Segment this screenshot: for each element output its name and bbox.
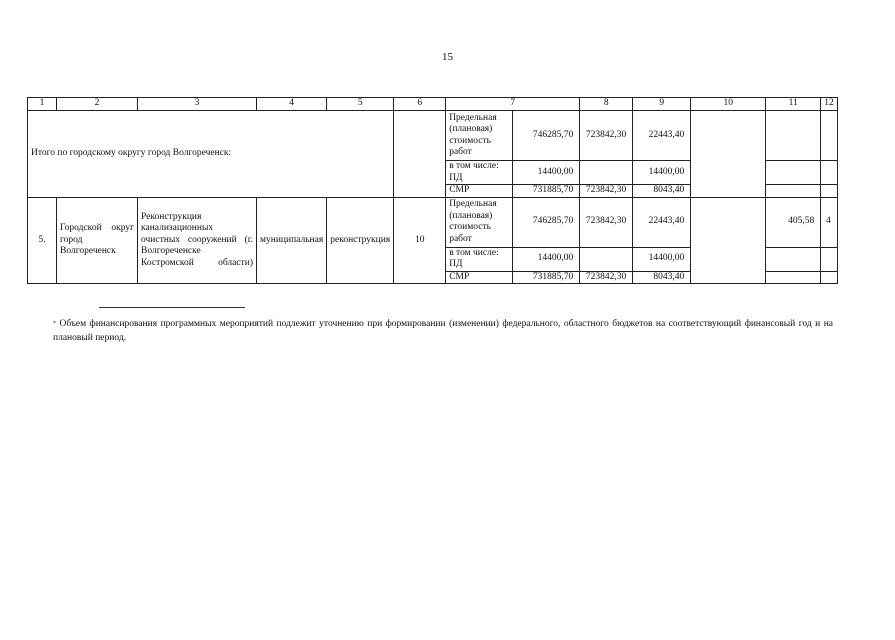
empty-cell xyxy=(766,161,821,185)
value-cell: 22443,40 xyxy=(633,197,691,247)
header-cell: 2 xyxy=(57,98,138,111)
item-row xyxy=(28,197,838,247)
value-cell: 723842,30 xyxy=(580,197,633,247)
empty-cell xyxy=(821,185,838,198)
header-cell: 11 xyxy=(766,98,821,111)
total-label: Итого по городскому округу город Волгореченск: xyxy=(28,111,394,198)
row-name: СМР xyxy=(446,185,513,198)
value-cell: 22443,40 xyxy=(633,111,691,161)
value-cell xyxy=(580,161,633,185)
empty-cell xyxy=(766,271,821,284)
row-name: в том числе: ПД xyxy=(446,247,513,271)
value-cell: 746285,70 xyxy=(513,111,580,161)
value-cell: 746285,70 xyxy=(513,197,580,247)
empty-cell xyxy=(821,247,838,271)
empty-cell xyxy=(691,197,766,284)
value-cell: 14400,00 xyxy=(513,161,580,185)
row-name: СМР xyxy=(446,271,513,284)
empty-cell xyxy=(821,111,838,161)
empty-cell xyxy=(766,247,821,271)
row-name: в том числе: ПД xyxy=(446,161,513,185)
value-cell: 8043,40 xyxy=(633,185,691,198)
value-cell: 723842,30 xyxy=(580,271,633,284)
value-cell: 731885,70 xyxy=(513,271,580,284)
value-cell: 731885,70 xyxy=(513,185,580,198)
value-cell: 723842,30 xyxy=(580,185,633,198)
value-cell: 14400,00 xyxy=(633,247,691,271)
header-row xyxy=(28,98,838,111)
value-cell: 14400,00 xyxy=(513,247,580,271)
footnote xyxy=(53,317,833,345)
item-municipality: Городской округ город Волгореченск xyxy=(57,197,138,284)
empty-cell xyxy=(821,161,838,185)
empty-cell xyxy=(766,185,821,198)
footnote-text: Объем финансирования программных мероприятий подлежит уточнению при формировании (изменении) федерального, областного бюджетов на соответствующий финансовый год и на плановый период. xyxy=(53,319,834,343)
value-cell xyxy=(580,247,633,271)
empty-cell xyxy=(821,271,838,284)
row-name: Предельная (плановая) стоимость работ xyxy=(446,197,513,247)
header-cell: 4 xyxy=(257,98,327,111)
item-ownership: муниципальная xyxy=(257,197,327,284)
header-cell: 12 xyxy=(821,98,838,111)
value-cell: 14400,00 xyxy=(633,161,691,185)
header-cell: 3 xyxy=(138,98,257,111)
empty-cell xyxy=(766,111,821,161)
header-cell: 9 xyxy=(633,98,691,111)
page-number: 15 xyxy=(442,51,453,63)
row-name: Предельная (плановая) стоимость работ xyxy=(446,111,513,161)
header-cell: 5 xyxy=(327,98,394,111)
total-empty-cell xyxy=(394,111,446,198)
value-cell: 723842,30 xyxy=(580,111,633,161)
empty-cell xyxy=(691,111,766,198)
header-cell: 1 xyxy=(28,98,57,111)
header-cell: 7 xyxy=(446,98,580,111)
value-cell: 8043,40 xyxy=(633,271,691,284)
footnote-marker: * xyxy=(53,321,56,327)
item-work-type: реконструкция xyxy=(327,197,394,284)
item-col12: 4 xyxy=(821,197,838,247)
footnote-divider xyxy=(99,307,245,308)
item-col6: 10 xyxy=(394,197,446,284)
header-cell: 8 xyxy=(580,98,633,111)
item-number: 5. xyxy=(28,197,57,284)
item-col11: 405,58 xyxy=(766,197,821,247)
financing-table xyxy=(27,97,838,284)
total-row xyxy=(28,111,838,161)
header-cell: 6 xyxy=(394,98,446,111)
item-object: Реконструкция канализационных очистных сооружений (г. Волгореченске Костромской области) xyxy=(138,197,257,284)
header-cell: 10 xyxy=(691,98,766,111)
